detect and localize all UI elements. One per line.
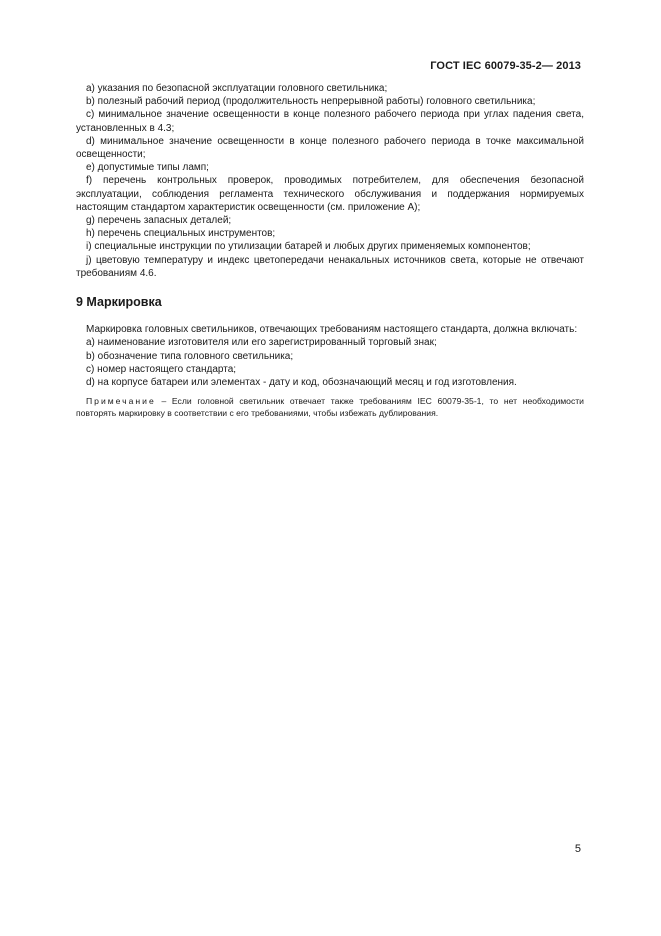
- note: [76, 395, 584, 419]
- list-item: h) перечень специальных инструментов;: [86, 228, 276, 240]
- list-item: a) указания по безопасной эксплуатации головного светильника;: [86, 83, 388, 94]
- list-item: b) полезный рабочий период (продолжительность непрерывной работы) головного светильника;: [86, 96, 536, 108]
- list-item: c) номер настоящего стандарта;: [86, 363, 237, 375]
- note-label: Примечание: [86, 396, 156, 407]
- note-text: – Если головной светильник отвечает также требованиям IEC 60079-35-1, то нет необходимости повторять маркировку в соответствии с его требованиями, чтобы избежать дублирования.: [76, 396, 584, 419]
- page-content: [76, 82, 584, 428]
- list-item: g) перечень запасных деталей;: [86, 215, 232, 227]
- list-item: c) минимальное значение освещенности в конце полезного рабочего периода при углах падения света, установленных в 4.3;: [76, 109, 584, 134]
- list-item: a) наименование изготовителя или его зарегистрированный торговый знак;: [86, 337, 437, 349]
- section-title: 9 Маркировка: [76, 295, 162, 310]
- list-item: d) на корпусе батареи или элементах - дату и код, обозначающий месяц и год изготовления.: [86, 377, 517, 389]
- requirements-list: [76, 82, 584, 280]
- list-item: j) цветовую температуру и индекс цветопередачи ненакальных источников света, которые не отвечают требованиям 4.6.: [76, 254, 584, 279]
- marking-list: [76, 336, 584, 389]
- list-item: d) минимальное значение освещенности в конце полезного рабочего периода в точке максимальной освещенности;: [76, 135, 584, 161]
- list-item: f) перечень контрольных проверок, проводимых потребителем, для обеспечения безопасной эксплуатации, соблюдения регламента технического обслуживания и поддержания нормируемых настоящим стандартом характеристик освещенности (см. приложение А);: [76, 175, 584, 213]
- list-item: e) допустимые типы ламп;: [86, 162, 209, 174]
- list-item: b) обозначение типа головного светильника;: [86, 350, 294, 362]
- document-code-header: ГОСТ IEC 60079-35-2— 2013: [430, 60, 581, 72]
- page-number: 5: [574, 843, 581, 855]
- section-intro: Маркировка головных светильников, отвечающих требованиям настоящего стандарта, должна включать:: [86, 324, 578, 336]
- list-item: i) специальные инструкции по утилизации батарей и любых других применяемых компонентов;: [86, 241, 531, 253]
